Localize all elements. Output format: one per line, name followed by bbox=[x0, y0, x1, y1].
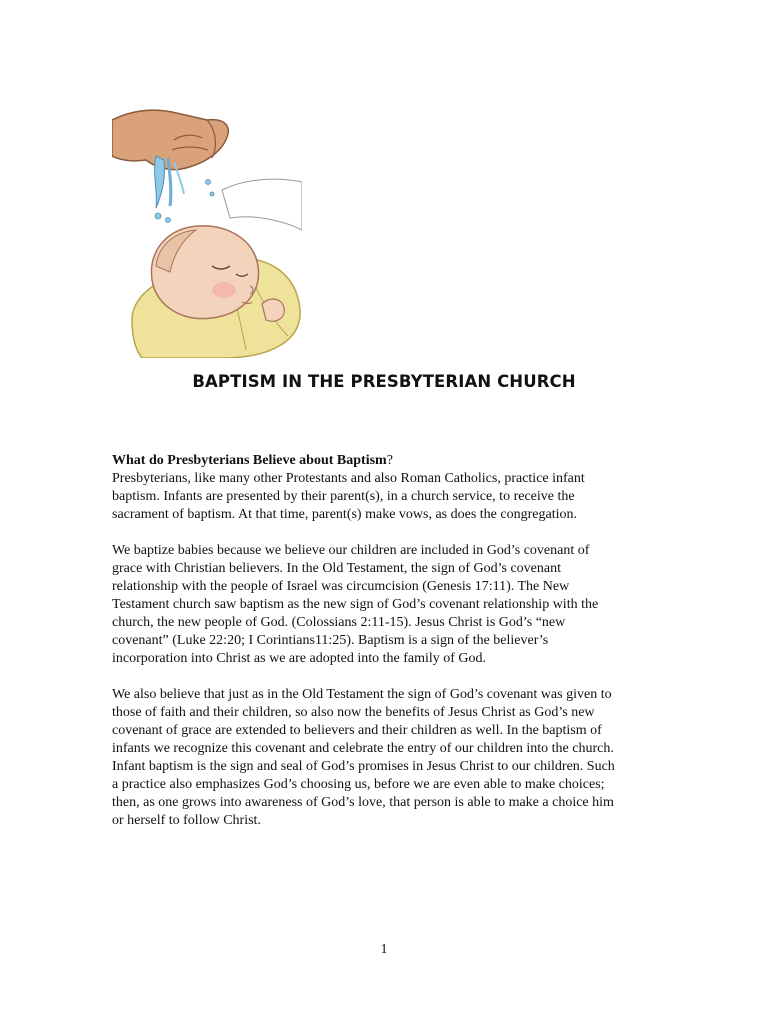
paragraph-line: relationship with the people of Israel was circumcision (Genesis 17:11). The New bbox=[112, 579, 570, 594]
paragraph-line: grace with Christian believers. In the Old Testament, the sign of God’s covenant bbox=[112, 561, 561, 576]
section-heading-text: What do Presbyterians Believe about Baptism bbox=[112, 453, 387, 468]
paragraph-line: Presbyterians, like many other Protestants and also Roman Catholics, practice infant bbox=[112, 471, 585, 486]
document-body bbox=[112, 452, 660, 830]
section-heading-mark: ? bbox=[386, 453, 393, 468]
paragraph-line: covenant of grace are extended to believers and their children as well. In the baptism of bbox=[112, 723, 602, 738]
paragraph-line: sacrament of baptism. At that time, parent(s) make vows, as does the congregation. bbox=[112, 507, 577, 522]
paragraph-line: a practice also emphasizes God’s choosing us, before we are even able to make choices; bbox=[112, 777, 605, 792]
paragraph bbox=[112, 686, 660, 830]
paragraph-line: Testament church saw baptism as the new sign of God’s covenant relationship with the bbox=[112, 597, 599, 612]
paragraph-line: then, as one grows into awareness of God’s love, that person is able to make a choice him bbox=[112, 795, 614, 810]
paragraph-line: covenant” (Luke 22:20; I Corintians11:25). Baptism is a sign of the believer’s bbox=[112, 633, 549, 648]
paragraph-line: We also believe that just as in the Old Testament the sign of God’s covenant was given to bbox=[112, 687, 612, 702]
paragraph bbox=[112, 470, 660, 524]
section-heading bbox=[112, 452, 660, 470]
paragraph-line: church, the new people of God. (Colossians 2:11-15). Jesus Christ is God’s “new bbox=[112, 615, 566, 630]
paragraph bbox=[112, 542, 660, 668]
paragraph-line: baptism. Infants are presented by their parent(s), in a church service, to receive the bbox=[112, 489, 575, 504]
page-title: BAPTISM IN THE PRESBYTERIAN CHURCH bbox=[192, 372, 576, 391]
page-number: 1 bbox=[380, 942, 388, 957]
paragraph-line: infants we recognize this covenant and celebrate the entry of our children into the church. bbox=[112, 741, 614, 756]
paragraph-line: incorporation into Christ as we are adopted into the family of God. bbox=[112, 651, 487, 666]
paragraph-line: those of faith and their children, so also now the benefits of Jesus Christ as God’s new bbox=[112, 705, 595, 720]
baptism-illustration-icon bbox=[112, 90, 302, 358]
paragraph-line: Infant baptism is the sign and seal of God’s promises in Jesus Christ to our children. Such bbox=[112, 759, 615, 774]
paragraph-line: We baptize babies because we believe our children are included in God’s covenant of bbox=[112, 543, 590, 558]
paragraph-line: or herself to follow Christ. bbox=[112, 813, 261, 828]
